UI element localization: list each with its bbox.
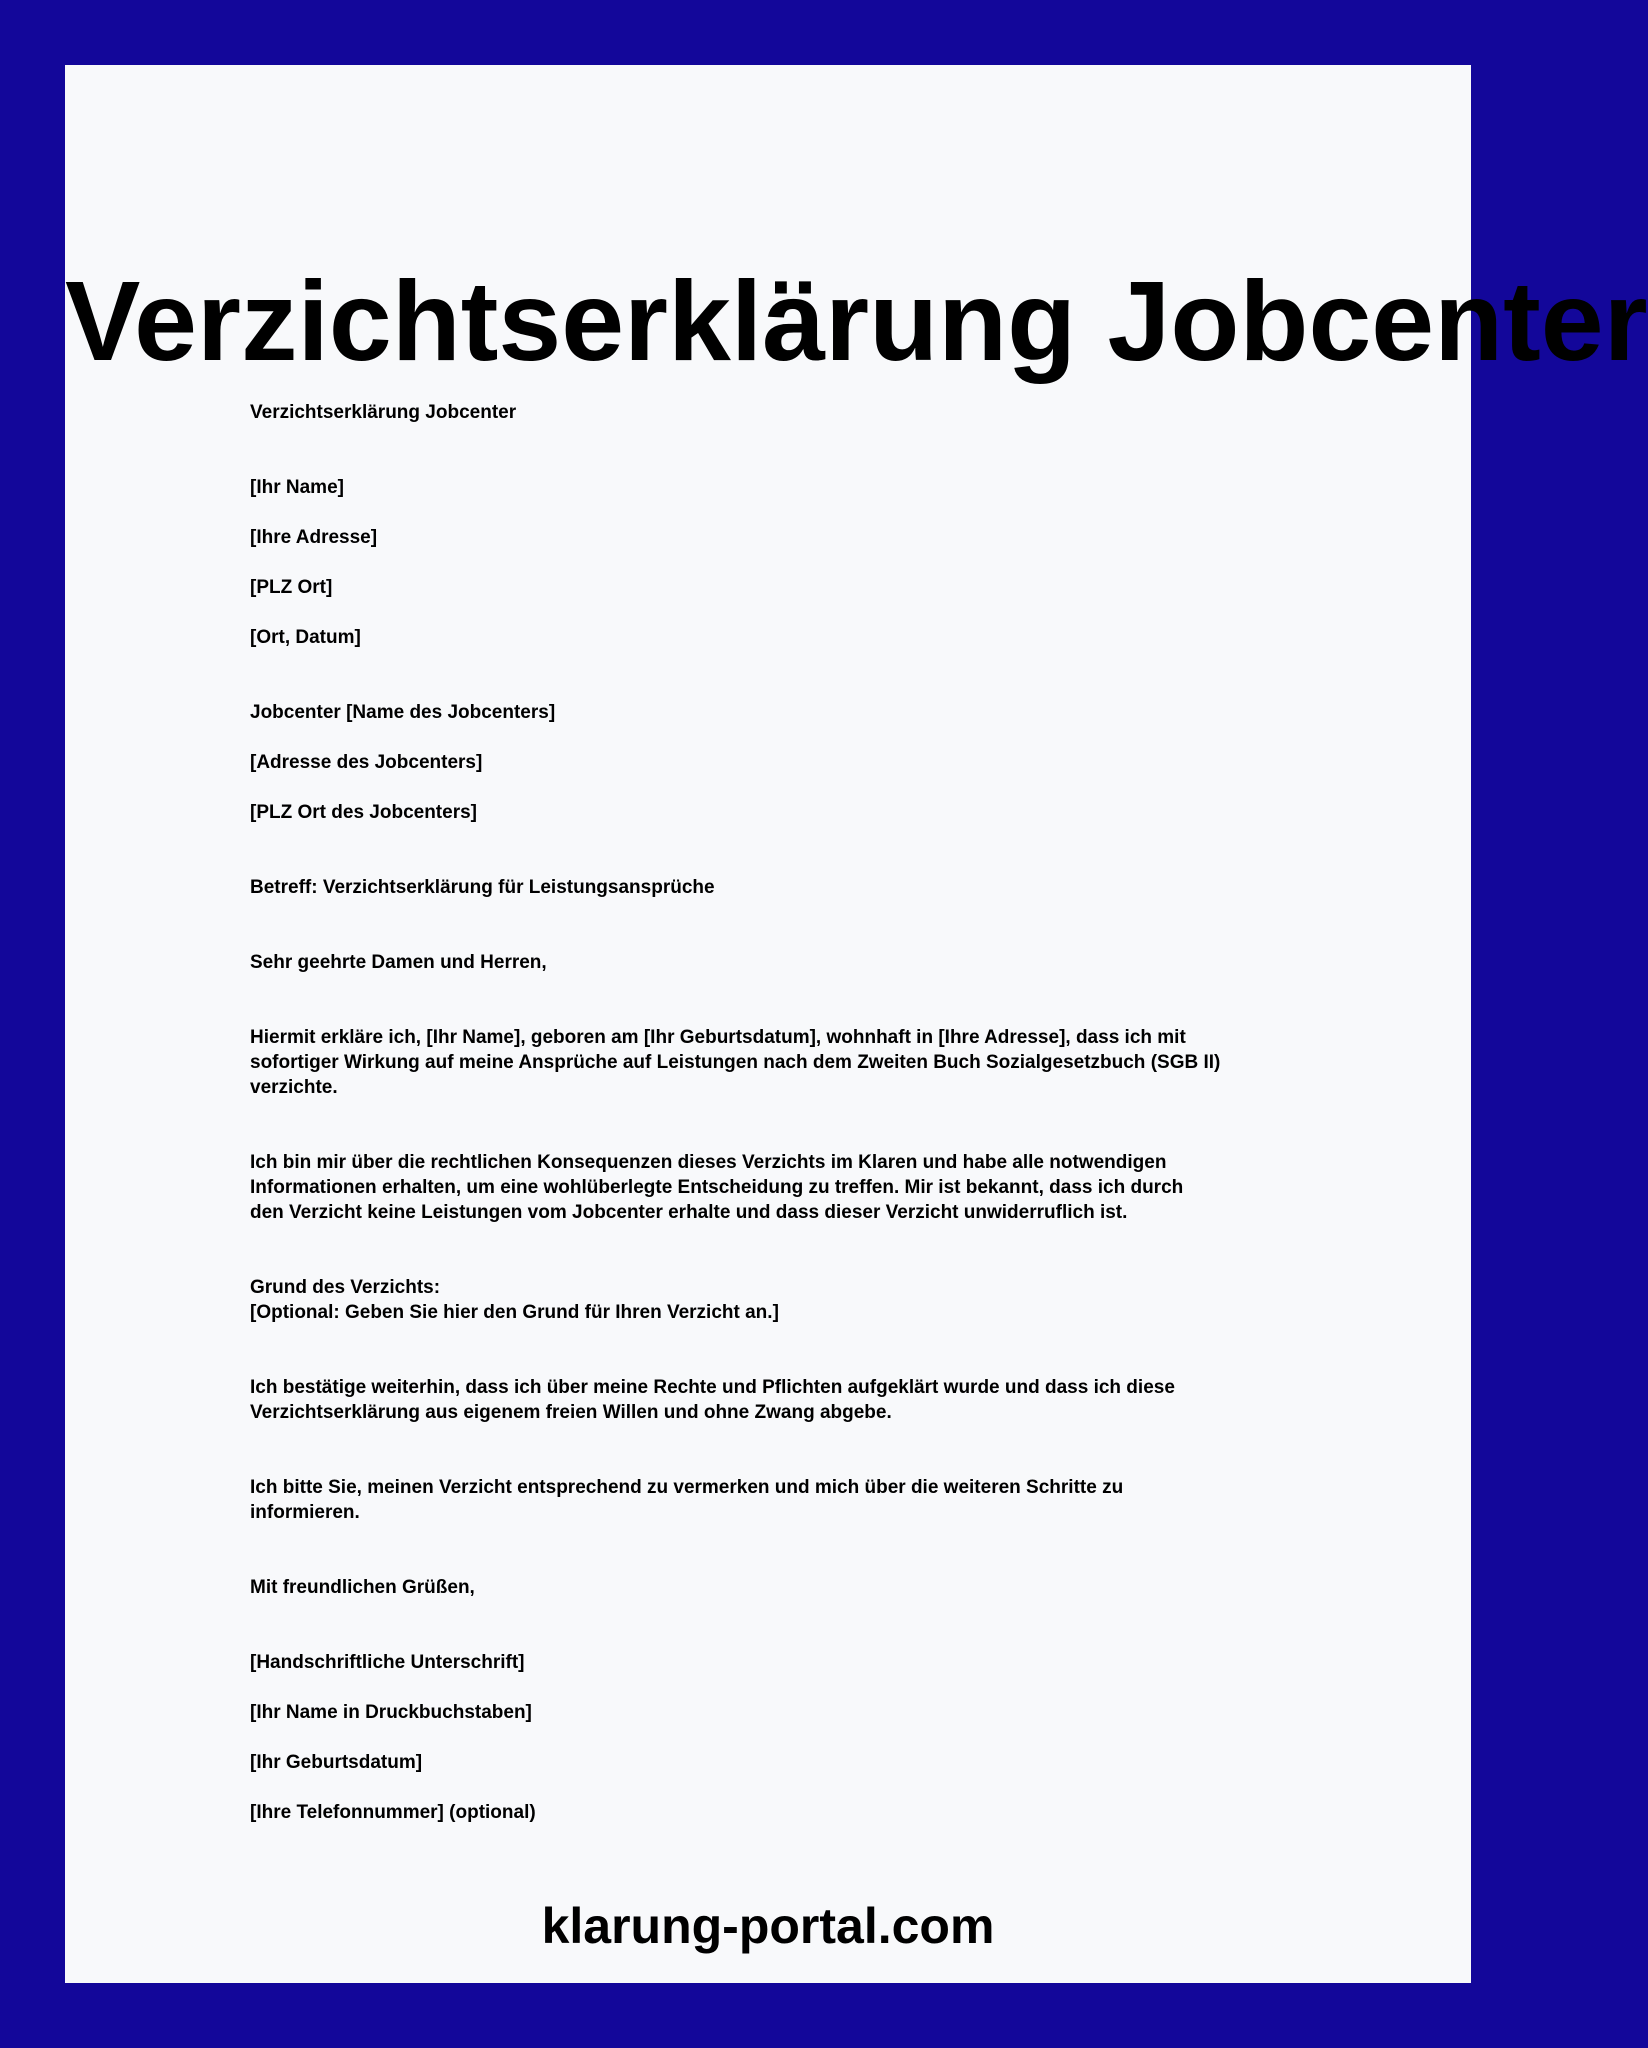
signature-printed-name: [Ihr Name in Druckbuchstaben]: [250, 1702, 532, 1723]
paragraph-line: Ich bitte Sie, meinen Verzicht entsprechend zu vermerken und mich über die weiteren Schritte zu: [250, 1477, 1124, 1498]
signature-handwritten: [Handschriftliche Unterschrift]: [250, 1652, 525, 1673]
signature-phone: [Ihre Telefonnummer] (optional): [250, 1802, 536, 1823]
paragraph-consequences: [250, 1150, 1310, 1225]
sender-address: [Ihre Adresse]: [250, 527, 378, 548]
paragraph-declaration: [250, 1025, 1310, 1100]
recipient-address: [Adresse des Jobcenters]: [250, 752, 483, 773]
paragraph-line: Verzichtserklärung aus eigenem freien Willen und ohne Zwang abgebe.: [250, 1402, 892, 1423]
sender-place-date: [Ort, Datum]: [250, 627, 361, 648]
salutation: Sehr geehrte Damen und Herren,: [250, 952, 547, 973]
sender-name: [Ihr Name]: [250, 477, 344, 498]
paragraph-line: verzichte.: [250, 1077, 338, 1098]
document-sheet: [65, 65, 1648, 1983]
letter-heading: Verzichtserklärung Jobcenter: [250, 402, 517, 423]
paragraph-confirmation: [250, 1375, 1310, 1425]
reason-label: Grund des Verzichts:: [250, 1277, 441, 1298]
paragraph-line: sofortiger Wirkung auf meine Ansprüche auf Leistungen nach dem Zweiten Buch Sozialgesetzbuch (SGB II): [250, 1052, 1221, 1073]
paragraph-line: Ich bestätige weiterhin, dass ich über meine Rechte und Pflichten aufgeklärt wurde und dass ich diese: [250, 1377, 1175, 1398]
sender-zip-city: [PLZ Ort]: [250, 577, 333, 598]
paragraph-line: Ich bin mir über die rechtlichen Konsequenzen dieses Verzichts im Klaren und habe alle notwendigen: [250, 1152, 1167, 1173]
paragraph-request: [250, 1475, 1310, 1525]
reason-block: [250, 1275, 1310, 1325]
closing: Mit freundlichen Grüßen,: [250, 1577, 475, 1598]
recipient-zip-city: [PLZ Ort des Jobcenters]: [250, 802, 477, 823]
paragraph-line: den Verzicht keine Leistungen vom Jobcenter erhalte und dass dieser Verzicht unwiderruflich ist.: [250, 1202, 1128, 1223]
paragraph-line: informieren.: [250, 1502, 360, 1523]
paragraph-line: Hiermit erkläre ich, [Ihr Name], geboren am [Ihr Geburtsdatum], wohnhaft in [Ihre Adresse], dass ich mit: [250, 1027, 1186, 1048]
signature-birthdate: [Ihr Geburtsdatum]: [250, 1752, 423, 1773]
reason-value: [Optional: Geben Sie hier den Grund für Ihren Verzicht an.]: [250, 1302, 779, 1323]
paragraph-line: Informationen erhalten, um eine wohlüberlegte Entscheidung zu treffen. Mir ist bekannt, dass ich durch: [250, 1177, 1184, 1198]
footer-site-name: klarung-portal.com: [541, 1898, 995, 1954]
page-title: Verzichtserklärung Jobcenter: [65, 258, 1648, 384]
subject-line: Betreff: Verzichtserklärung für Leistungsansprüche: [250, 877, 715, 898]
recipient-name: Jobcenter [Name des Jobcenters]: [250, 702, 556, 723]
